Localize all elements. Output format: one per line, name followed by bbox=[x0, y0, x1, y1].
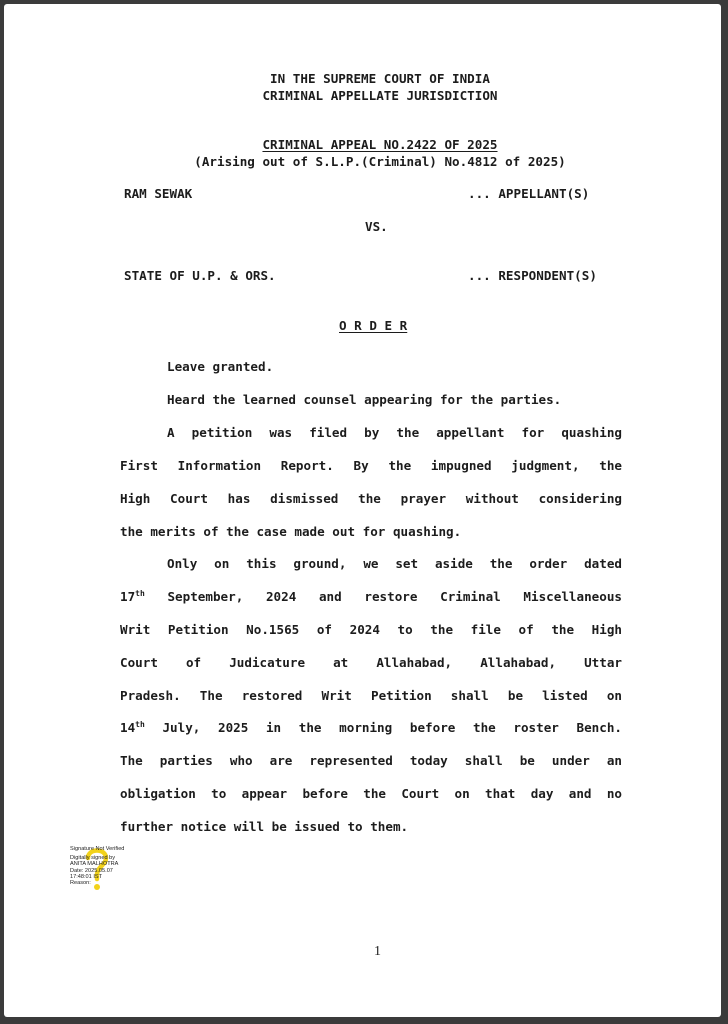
date-rest: September, 2024 and restore Criminal Miscellaneous bbox=[144, 589, 622, 604]
appellant-name: RAM SEWAK bbox=[124, 186, 193, 201]
body-line-10: Court of Judicature at Allahabad, Allahabad, Uttar bbox=[120, 655, 622, 670]
jurisdiction: CRIMINAL APPELLATE JURISDICTION bbox=[262, 88, 498, 103]
signature-text bbox=[70, 846, 124, 886]
body-line-5: High Court has dismissed the prayer without considering bbox=[120, 491, 622, 506]
signature-signer: ANITA MALHOTRA bbox=[70, 861, 119, 868]
body-line-2: Heard the learned counsel appearing for the parties. bbox=[167, 392, 562, 407]
body-line-9: Writ Petition No.1565 of 2024 to the file of the High bbox=[120, 622, 622, 637]
signature-time: 17:48:01 IST bbox=[70, 873, 103, 880]
page-number: 1 bbox=[374, 944, 381, 959]
body-line-7: Only on this ground, we set aside the order dated bbox=[167, 556, 622, 571]
case-number-line bbox=[4, 138, 728, 152]
order-title: O R D E R bbox=[339, 318, 408, 333]
body-line-1: Leave granted. bbox=[167, 359, 274, 374]
body-line-3: A petition was filed by the appellant for quashing bbox=[167, 425, 622, 440]
court-name: IN THE SUPREME COURT OF INDIA bbox=[270, 71, 490, 86]
listing-suffix: th bbox=[135, 720, 145, 729]
body-line-11: Pradesh. The restored Writ Petition shall be listed on bbox=[120, 688, 622, 703]
listing-rest: July, 2025 in the morning before the roster Bench. bbox=[144, 720, 622, 735]
date-day: 17 bbox=[120, 589, 136, 604]
date-suffix: th bbox=[135, 589, 145, 598]
body-line-13: The parties who are represented today shall be under an bbox=[120, 753, 622, 768]
versus: VS. bbox=[365, 219, 388, 234]
appellant-role: ... APPELLANT(S) bbox=[468, 186, 590, 201]
body-line-14: obligation to appear before the Court on that day and no bbox=[120, 786, 622, 801]
body-line-8 bbox=[120, 590, 622, 604]
body-line-6: the merits of the case made out for quashing. bbox=[120, 524, 462, 539]
arising-out-of: (Arising out of S.L.P.(Criminal) No.4812 of 2025) bbox=[194, 154, 566, 169]
body-line-12 bbox=[120, 721, 622, 735]
body-line-15: further notice will be issued to them. bbox=[120, 819, 409, 834]
body-line-4: First Information Report. By the impugned judgment, the bbox=[120, 458, 622, 473]
listing-day: 14 bbox=[120, 720, 136, 735]
respondent-role: ... RESPONDENT(S) bbox=[468, 268, 597, 283]
signature-status: Signature Not Verified bbox=[70, 846, 125, 852]
order-title-line bbox=[339, 319, 407, 333]
signature-signed-by: Digitally signed by bbox=[70, 855, 116, 862]
document-page bbox=[4, 4, 721, 1017]
digital-signature-block[interactable] bbox=[70, 846, 160, 894]
case-number: CRIMINAL APPEAL NO.2422 OF 2025 bbox=[262, 137, 498, 152]
signature-date: Date: 2025.05.07 bbox=[70, 867, 113, 874]
signature-reason: Reason: bbox=[70, 880, 91, 887]
respondent-name: STATE OF U.P. & ORS. bbox=[124, 268, 276, 283]
